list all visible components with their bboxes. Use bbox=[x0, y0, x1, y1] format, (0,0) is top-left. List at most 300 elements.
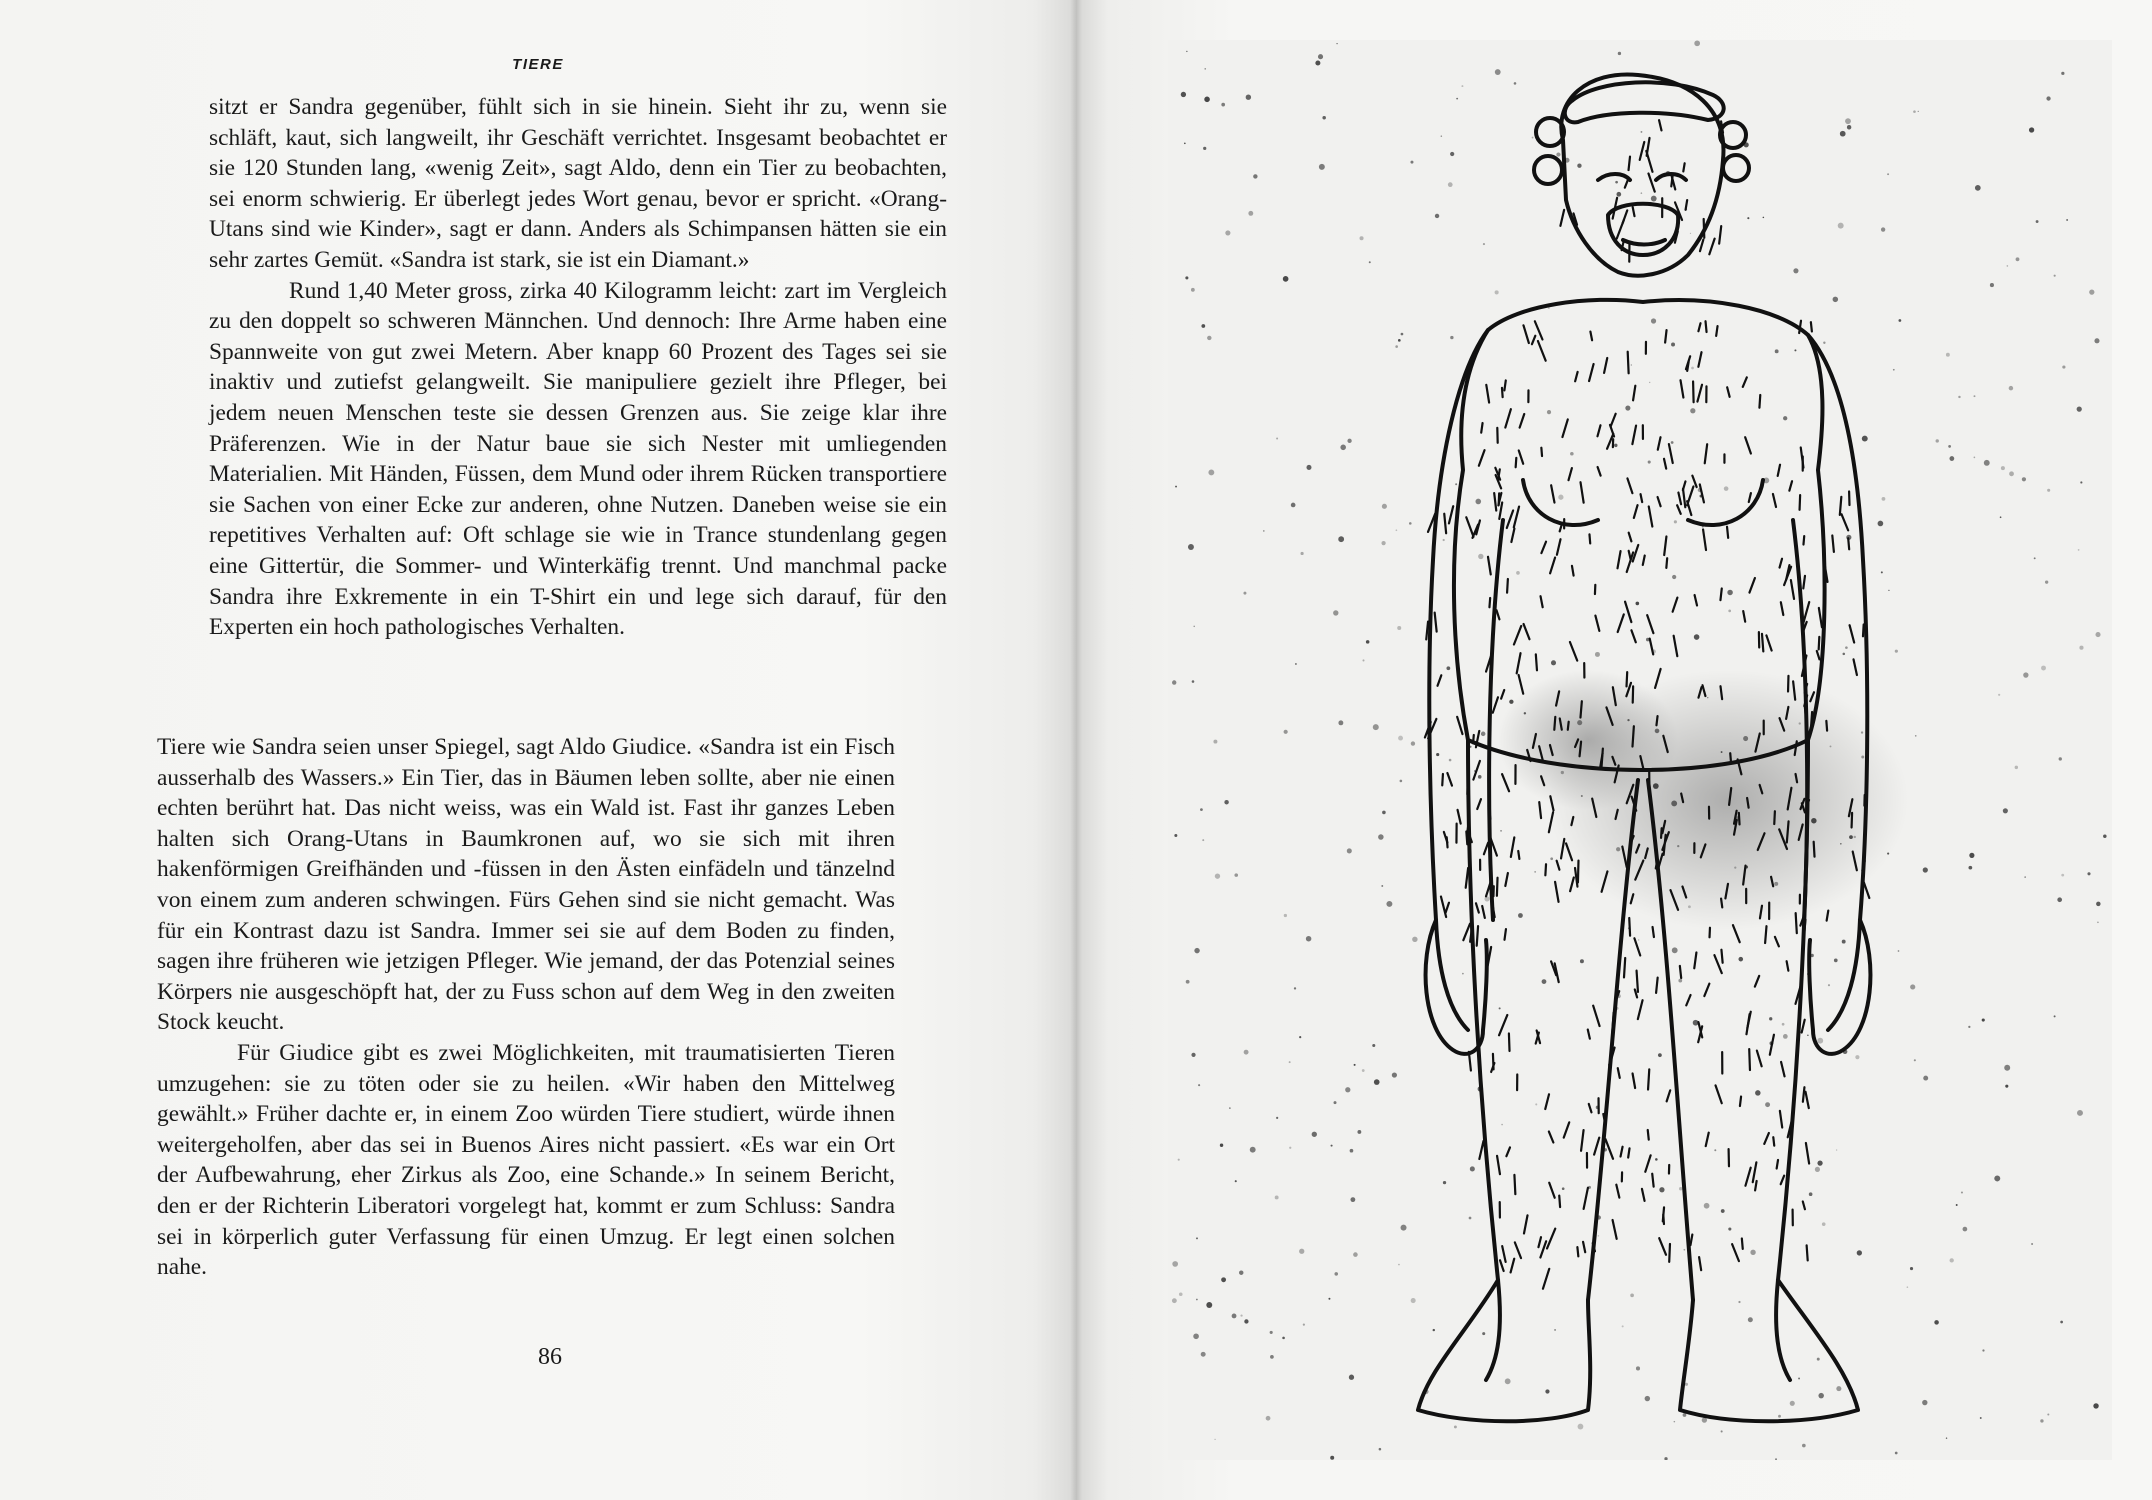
fur-stroke bbox=[1554, 717, 1555, 730]
ink-speckle bbox=[2003, 808, 2008, 813]
fur-stroke bbox=[1742, 1238, 1743, 1248]
fur-stroke bbox=[1669, 1244, 1670, 1262]
ink-speckle bbox=[1246, 95, 1251, 100]
ink-speckle bbox=[1828, 984, 1830, 986]
fur-stroke bbox=[1637, 971, 1638, 992]
ink-speckle bbox=[1201, 324, 1205, 328]
ink-speckle bbox=[1433, 1329, 1435, 1331]
ink-speckle bbox=[1532, 137, 1534, 139]
ink-speckle bbox=[1381, 885, 1383, 887]
ink-speckle bbox=[2054, 275, 2056, 277]
ink-speckle bbox=[1232, 1314, 1237, 1319]
ink-speckle bbox=[1282, 1337, 1285, 1340]
ink-speckle bbox=[1550, 857, 1553, 860]
ink-speckle bbox=[1769, 1017, 1772, 1020]
ink-speckle bbox=[1312, 1132, 1317, 1137]
fur-stroke bbox=[1536, 654, 1537, 670]
ink-speckle bbox=[1547, 410, 1551, 414]
ink-speckle bbox=[2001, 466, 2005, 470]
fur-stroke bbox=[1814, 842, 1815, 857]
ink-speckle bbox=[1721, 751, 1723, 753]
ink-speckle bbox=[1893, 369, 1895, 371]
fur-stroke bbox=[1489, 598, 1490, 607]
ink-speckle bbox=[1561, 771, 1564, 774]
ink-speckle bbox=[1172, 1261, 1178, 1267]
ink-speckle bbox=[1998, 694, 2000, 696]
ink-speckle bbox=[1672, 575, 1676, 579]
ink-speckle bbox=[1340, 444, 1346, 450]
ink-speckle bbox=[1578, 1424, 1584, 1430]
running-head: TIERE bbox=[512, 56, 564, 73]
ink-speckle bbox=[1204, 68, 1206, 70]
ink-speckle bbox=[1409, 522, 1412, 525]
ink-speckle bbox=[1357, 1130, 1361, 1134]
fur-stroke bbox=[1803, 536, 1804, 544]
ink-speckle bbox=[1443, 539, 1445, 541]
ink-speckle bbox=[1707, 697, 1708, 698]
ink-speckle bbox=[1887, 853, 1889, 855]
ink-speckle bbox=[1200, 808, 1203, 811]
ink-speckle bbox=[1202, 839, 1204, 841]
ink-speckle bbox=[1679, 1187, 1682, 1190]
ink-speckle bbox=[1191, 1053, 1195, 1057]
paragraph: sitzt er Sandra gegenüber, fühlt sich in sie hinein. Sieht ihr zu, wenn sie schläft, kaut, sich langweilt, ihr Geschäft verrichtet. Insgesamt beobachtet er sie 120 Stunden lang, «wenig Zeit», sagt Aldo, denn ein Tier zu beobachten, sei enorm schwierig. Er überlegt jedes Wort genau, bevor er spricht. «Orang-Utans sind wie Kinder», sagt er dann. Anders als Schimpansen hätten sie ein sehr zartes Gemüt. «Sandra ist stark, sie ist ein Diamant.» bbox=[209, 94, 947, 273]
fur-stroke bbox=[1568, 722, 1569, 730]
ink-speckle bbox=[1524, 712, 1526, 714]
ink-speckle bbox=[1694, 634, 1700, 640]
ink-speckle bbox=[1577, 164, 1581, 168]
fur-stroke bbox=[1580, 742, 1582, 757]
ink-speckle bbox=[1470, 1166, 1475, 1171]
ink-speckle bbox=[1301, 552, 1304, 555]
ink-speckle bbox=[1450, 152, 1454, 156]
ink-speckle bbox=[1270, 1355, 1274, 1359]
ink-speckle bbox=[1381, 541, 1385, 545]
ink-speckle bbox=[1196, 1299, 1198, 1301]
ink-speckle bbox=[2079, 646, 2083, 650]
ink-speckle bbox=[1750, 1250, 1755, 1255]
ink-speckle bbox=[1815, 1167, 1820, 1172]
ink-speckle bbox=[1625, 405, 1630, 410]
fur-stroke bbox=[1652, 1174, 1653, 1187]
ink-speckle bbox=[1847, 125, 1851, 129]
ink-speckle bbox=[1843, 653, 1846, 656]
fur-stroke bbox=[1826, 721, 1827, 731]
ink-speckle bbox=[1495, 290, 1499, 294]
ink-speckle bbox=[2047, 1413, 2049, 1415]
fur-stroke bbox=[1624, 958, 1625, 977]
ink-speckle bbox=[1436, 753, 1439, 756]
ink-speckle bbox=[1398, 736, 1403, 741]
fur-stroke bbox=[1666, 558, 1667, 568]
ink-speckle bbox=[1946, 1437, 1947, 1438]
ink-speckle bbox=[1186, 980, 1190, 984]
fur-stroke bbox=[1518, 851, 1519, 859]
ink-speckle bbox=[1641, 192, 1643, 194]
ink-speckle bbox=[1179, 1292, 1183, 1296]
ink-speckle bbox=[1542, 979, 1547, 984]
ink-speckle bbox=[1253, 174, 1257, 178]
ink-speckle bbox=[1411, 741, 1415, 745]
ink-speckle bbox=[1534, 871, 1536, 873]
page-number: 86 bbox=[538, 1344, 562, 1370]
ink-speckle bbox=[1950, 1258, 1954, 1262]
ink-speckle bbox=[1400, 780, 1403, 783]
ink-speckle bbox=[1910, 1267, 1913, 1270]
ink-speckle bbox=[1499, 1007, 1501, 1009]
ink-speckle bbox=[1475, 499, 1481, 505]
ink-speckle bbox=[2034, 557, 2036, 559]
ink-speckle bbox=[1289, 1061, 1291, 1063]
fur-stroke bbox=[1773, 1137, 1774, 1145]
ink-speckle bbox=[1840, 843, 1842, 845]
ink-speckle bbox=[1362, 1069, 1365, 1072]
ink-speckle bbox=[1186, 51, 1187, 52]
fur-stroke bbox=[1755, 1181, 1757, 1190]
ink-speckle bbox=[1817, 1038, 1823, 1044]
ink-speckle bbox=[1266, 1416, 1271, 1421]
ink-speckle bbox=[2078, 549, 2080, 551]
ink-speckle bbox=[1678, 979, 1682, 983]
fur-stroke bbox=[1680, 966, 1681, 978]
ink-speckle bbox=[1545, 1389, 1549, 1393]
fur-stroke bbox=[1628, 1148, 1629, 1157]
ink-speckle bbox=[1291, 503, 1296, 508]
ink-speckle bbox=[1975, 185, 1981, 191]
ink-speckle bbox=[1239, 1271, 1243, 1275]
ink-speckle bbox=[1651, 318, 1656, 323]
ink-speckle bbox=[2041, 666, 2046, 671]
ink-speckle bbox=[1382, 811, 1386, 815]
ink-speckle bbox=[1577, 720, 1582, 725]
ink-speckle bbox=[1882, 497, 1886, 501]
book-gutter bbox=[1070, 0, 1082, 1500]
ink-speckle bbox=[1648, 460, 1651, 463]
fur-stroke bbox=[1632, 726, 1633, 746]
ink-speckle bbox=[2087, 872, 2090, 875]
ink-speckle bbox=[1704, 1203, 1710, 1209]
ink-speckle bbox=[1181, 92, 1186, 97]
ink-speckle bbox=[1690, 408, 1695, 413]
ink-speckle bbox=[1396, 529, 1398, 531]
fur-stroke bbox=[1516, 458, 1517, 467]
ink-speckle bbox=[1738, 1301, 1740, 1303]
ink-speckle bbox=[1495, 69, 1501, 75]
ink-speckle bbox=[1382, 504, 1387, 509]
ink-speckle bbox=[1244, 1319, 1248, 1323]
ink-speckle bbox=[1289, 1147, 1291, 1149]
fur-stroke bbox=[1863, 624, 1864, 636]
ink-speckle bbox=[1500, 830, 1502, 832]
ink-speckle bbox=[1360, 236, 1364, 240]
ink-speckle bbox=[1961, 1191, 1963, 1193]
ink-speckle bbox=[2066, 219, 2068, 221]
fur-stroke bbox=[1648, 1069, 1649, 1089]
ink-speckle bbox=[1974, 457, 1976, 459]
fur-stroke bbox=[1509, 1034, 1510, 1051]
ink-speckle bbox=[2000, 516, 2002, 518]
fur-stroke bbox=[1762, 634, 1763, 652]
ink-speckle bbox=[1822, 1222, 1826, 1226]
ink-speckle bbox=[1204, 97, 1210, 103]
ink-speckle bbox=[1958, 396, 1960, 398]
fur-stroke bbox=[1499, 493, 1500, 505]
paragraph: Rund 1,40 Meter gross, zirka 40 Kilogramm leicht: zart im Vergleich zu den doppelt so schweren Männchen. Und dennoch: Ihre Arme haben eine Spannweite von gut zwei Metern. Aber knapp 60 Prozent des Tages sei sie inaktiv und zutiefst gelangweilt. Sie manipuliere gezielt ihre Pfleger, bei jedem neuen Menschen teste sie dessen Grenzen aus. Sie zeige klar ihre Präferenzen. Wie in der Natur baue sie sich Nester mit umliegenden Materialien. Mit Händen, Füssen, dem Mund oder ihrem Rücken transportiere sie Sachen von einer Ecke zur anderen, ohne Nutzen. Daneben weise sie ein repetitives Verhalten auf: Oft schlage sie wie in Trance stundenlang gegen eine Gittertür, die Sommer- und Winterkäfig trennt. Und manchmal packe Sandra ihre Exkremente in ein T-Shirt ein und lege sich darauf, für den Experten ein hoch pathologisches Verhalten. bbox=[209, 277, 947, 641]
ink-speckle bbox=[1974, 395, 1976, 397]
ink-speckle bbox=[2061, 72, 2064, 75]
ink-speckle bbox=[1240, 1314, 1242, 1316]
fur-stroke bbox=[1747, 798, 1749, 808]
ink-speckle bbox=[1349, 1375, 1354, 1380]
fur-stroke bbox=[1727, 527, 1728, 538]
ink-speckle bbox=[2009, 386, 2013, 390]
fur-stroke bbox=[1629, 157, 1630, 170]
ink-speckle bbox=[1398, 1264, 1400, 1266]
ink-speckle bbox=[1214, 1439, 1215, 1440]
ink-speckle bbox=[1888, 590, 1889, 591]
ink-speckle bbox=[1836, 1149, 1837, 1150]
ink-speckle bbox=[1861, 731, 1863, 733]
ink-speckle bbox=[1671, 801, 1677, 807]
ink-speckle bbox=[2103, 834, 2106, 837]
ink-speckle bbox=[1366, 640, 1370, 644]
orangutan-illustration bbox=[1168, 40, 2112, 1460]
ink-speckle bbox=[2061, 874, 2064, 877]
ink-speckle bbox=[1482, 1332, 1485, 1335]
fur-stroke bbox=[1505, 929, 1506, 940]
ink-speckle bbox=[1443, 1181, 1446, 1184]
ink-speckle bbox=[1765, 1102, 1770, 1107]
ink-speckle bbox=[1878, 521, 1884, 527]
ink-speckle bbox=[1683, 1249, 1685, 1251]
fur-stroke bbox=[1765, 926, 1766, 943]
ink-speckle bbox=[2022, 477, 2026, 481]
ink-speckle bbox=[1345, 1087, 1350, 1092]
orangutan-drawing-icon bbox=[1168, 40, 2112, 1460]
ink-speckle bbox=[1347, 848, 1352, 853]
ink-speckle bbox=[1347, 439, 1351, 443]
ink-speckle bbox=[1794, 349, 1796, 351]
fur-stroke bbox=[1477, 926, 1478, 946]
ink-speckle bbox=[1963, 1227, 1968, 1232]
ink-speckle bbox=[1303, 1323, 1305, 1325]
ink-speckle bbox=[1461, 85, 1463, 87]
ink-speckle bbox=[1857, 1250, 1862, 1255]
ink-speckle bbox=[2062, 365, 2065, 368]
ink-speckle bbox=[2077, 406, 2082, 411]
ink-speckle bbox=[1201, 1352, 1206, 1357]
ink-speckle bbox=[1299, 1036, 1301, 1038]
ink-speckle bbox=[1244, 1050, 1249, 1055]
ink-speckle bbox=[1910, 984, 1915, 989]
ink-speckle bbox=[1691, 367, 1694, 370]
ink-speckle bbox=[1677, 845, 1679, 847]
fur-stroke bbox=[1559, 1196, 1560, 1208]
ink-speckle bbox=[1727, 590, 1733, 596]
ink-speckle bbox=[2077, 1110, 2083, 1116]
ink-speckle bbox=[1994, 1175, 2000, 1181]
ink-speckle bbox=[1838, 223, 1844, 229]
ink-speckle bbox=[1353, 1252, 1358, 1257]
fur-stroke bbox=[1832, 535, 1834, 551]
ink-speckle bbox=[1956, 1204, 1958, 1206]
ink-speckle bbox=[1774, 882, 1778, 886]
ink-speckle bbox=[1319, 164, 1325, 170]
ink-speckle bbox=[1614, 444, 1617, 447]
ink-speckle bbox=[1174, 834, 1177, 837]
ink-speckle bbox=[2060, 1321, 2063, 1324]
ink-speckle bbox=[1748, 1317, 1753, 1322]
ink-speckle bbox=[1830, 745, 1832, 747]
ink-speckle bbox=[1688, 905, 1691, 908]
ink-speckle bbox=[1306, 936, 1312, 942]
ink-speckle bbox=[1191, 288, 1195, 292]
fur-stroke bbox=[1671, 177, 1672, 187]
ink-speckle bbox=[1193, 626, 1194, 627]
ink-speckle bbox=[1535, 1103, 1537, 1105]
ink-speckle bbox=[1392, 1072, 1397, 1077]
ink-speckle bbox=[1284, 914, 1287, 917]
ink-speckle bbox=[1196, 1237, 1198, 1239]
ink-speckle bbox=[2054, 1015, 2056, 1017]
fur-stroke bbox=[1589, 534, 1590, 543]
ink-speckle bbox=[1554, 1329, 1556, 1331]
ink-speckle bbox=[1809, 1192, 1813, 1196]
ink-speckle bbox=[1172, 680, 1176, 684]
ink-speckle bbox=[1315, 60, 1320, 65]
ink-speckle bbox=[1283, 276, 1289, 282]
ink-speckle bbox=[1198, 1084, 1200, 1086]
ink-speckle bbox=[1627, 719, 1629, 721]
ink-speckle bbox=[2093, 1403, 2098, 1408]
ink-speckle bbox=[1854, 836, 1856, 838]
ink-speckle bbox=[1763, 217, 1765, 219]
fur-stroke bbox=[1545, 864, 1546, 875]
fur-stroke bbox=[1721, 950, 1722, 963]
ink-speckle bbox=[1783, 1034, 1788, 1039]
ink-speckle bbox=[1397, 626, 1401, 630]
ink-speckle bbox=[1898, 319, 1901, 322]
ink-speckle bbox=[1556, 152, 1560, 156]
ink-speckle bbox=[1946, 353, 1950, 357]
ink-speckle bbox=[1207, 336, 1211, 340]
ink-speckle bbox=[2045, 581, 2048, 584]
ink-speckle bbox=[1514, 82, 1517, 85]
fur-stroke bbox=[1648, 1130, 1649, 1140]
ink-speckle bbox=[1694, 40, 1700, 46]
ink-speckle bbox=[1295, 663, 1297, 665]
ink-speckle bbox=[1840, 131, 1846, 137]
ink-speckle bbox=[1318, 54, 1323, 59]
ink-speckle bbox=[1509, 700, 1513, 704]
ink-speckle bbox=[1655, 1158, 1658, 1161]
fur-stroke bbox=[1706, 321, 1707, 332]
ink-speckle bbox=[1334, 1101, 1337, 1104]
ink-speckle bbox=[1778, 1415, 1781, 1418]
ink-speckle bbox=[1448, 182, 1453, 187]
fur-stroke bbox=[1541, 448, 1542, 456]
ink-speckle bbox=[1743, 736, 1748, 741]
ink-speckle bbox=[1802, 1444, 1806, 1448]
ink-speckle bbox=[1354, 1064, 1356, 1066]
fur-stroke bbox=[1796, 774, 1798, 782]
ink-speckle bbox=[1213, 740, 1217, 744]
fur-stroke bbox=[1800, 495, 1801, 510]
ink-speckle bbox=[1674, 1421, 1676, 1423]
ink-speckle bbox=[1653, 783, 1659, 789]
ink-speckle bbox=[1334, 1272, 1338, 1276]
ink-speckle bbox=[1674, 520, 1677, 523]
ink-speckle bbox=[1270, 1331, 1273, 1334]
ink-speckle bbox=[1595, 652, 1600, 657]
ink-speckle bbox=[1276, 1117, 1278, 1119]
ink-speckle bbox=[1849, 835, 1853, 839]
fur-stroke bbox=[1803, 1087, 1805, 1102]
ink-speckle bbox=[1948, 445, 1951, 448]
ink-speckle bbox=[1235, 1180, 1237, 1182]
fur-stroke bbox=[1580, 701, 1581, 717]
ink-speckle bbox=[1949, 456, 1954, 461]
fur-stroke bbox=[1777, 1160, 1778, 1168]
ink-speckle bbox=[1551, 660, 1556, 665]
ink-speckle bbox=[1690, 233, 1691, 234]
ink-speckle bbox=[1807, 1034, 1809, 1036]
fur-stroke bbox=[1749, 1049, 1750, 1070]
ink-speckle bbox=[1483, 243, 1485, 245]
ink-speckle bbox=[1450, 336, 1453, 339]
fur-stroke bbox=[1739, 813, 1740, 825]
ink-speckle bbox=[1250, 1147, 1256, 1153]
ink-speckle bbox=[1811, 818, 1816, 823]
ink-speckle bbox=[1175, 486, 1177, 488]
ink-speckle bbox=[1969, 853, 1974, 858]
ink-speckle bbox=[1615, 181, 1618, 184]
ink-speckle bbox=[1248, 211, 1253, 216]
ink-speckle bbox=[1782, 1023, 1785, 1026]
ink-speckle bbox=[1984, 460, 1990, 466]
ink-speckle bbox=[1818, 1393, 1824, 1399]
ink-speckle bbox=[2024, 876, 2026, 878]
ink-speckle bbox=[1338, 536, 1344, 542]
ink-speckle bbox=[1631, 364, 1632, 365]
ink-speckle bbox=[1842, 940, 1846, 944]
ink-speckle bbox=[1728, 1227, 1731, 1230]
ink-speckle bbox=[1651, 196, 1657, 202]
ink-speckle bbox=[1636, 602, 1640, 606]
ink-speckle bbox=[1923, 867, 1928, 872]
ink-speckle bbox=[1861, 755, 1864, 758]
ink-speckle bbox=[2029, 127, 2034, 132]
ink-speckle bbox=[1284, 730, 1288, 734]
ink-speckle bbox=[2096, 902, 2100, 906]
ink-speckle bbox=[1898, 950, 1900, 952]
ink-speckle bbox=[1728, 610, 1731, 613]
ink-speckle bbox=[1836, 1386, 1841, 1391]
ink-speckle bbox=[1616, 192, 1621, 197]
fur-stroke bbox=[1578, 861, 1579, 883]
ink-speckle bbox=[1294, 987, 1296, 989]
ink-speckle bbox=[1411, 1298, 1416, 1303]
ink-speckle bbox=[1638, 939, 1639, 940]
ink-speckle bbox=[1918, 111, 1919, 112]
ink-speckle bbox=[1817, 1161, 1822, 1166]
fur-stroke bbox=[1504, 380, 1505, 390]
fur-stroke bbox=[1852, 813, 1853, 828]
ink-speckle bbox=[1913, 110, 1916, 113]
ink-speckle bbox=[1336, 43, 1337, 44]
ink-speckle bbox=[1581, 795, 1583, 797]
ink-speckle bbox=[1649, 382, 1650, 383]
